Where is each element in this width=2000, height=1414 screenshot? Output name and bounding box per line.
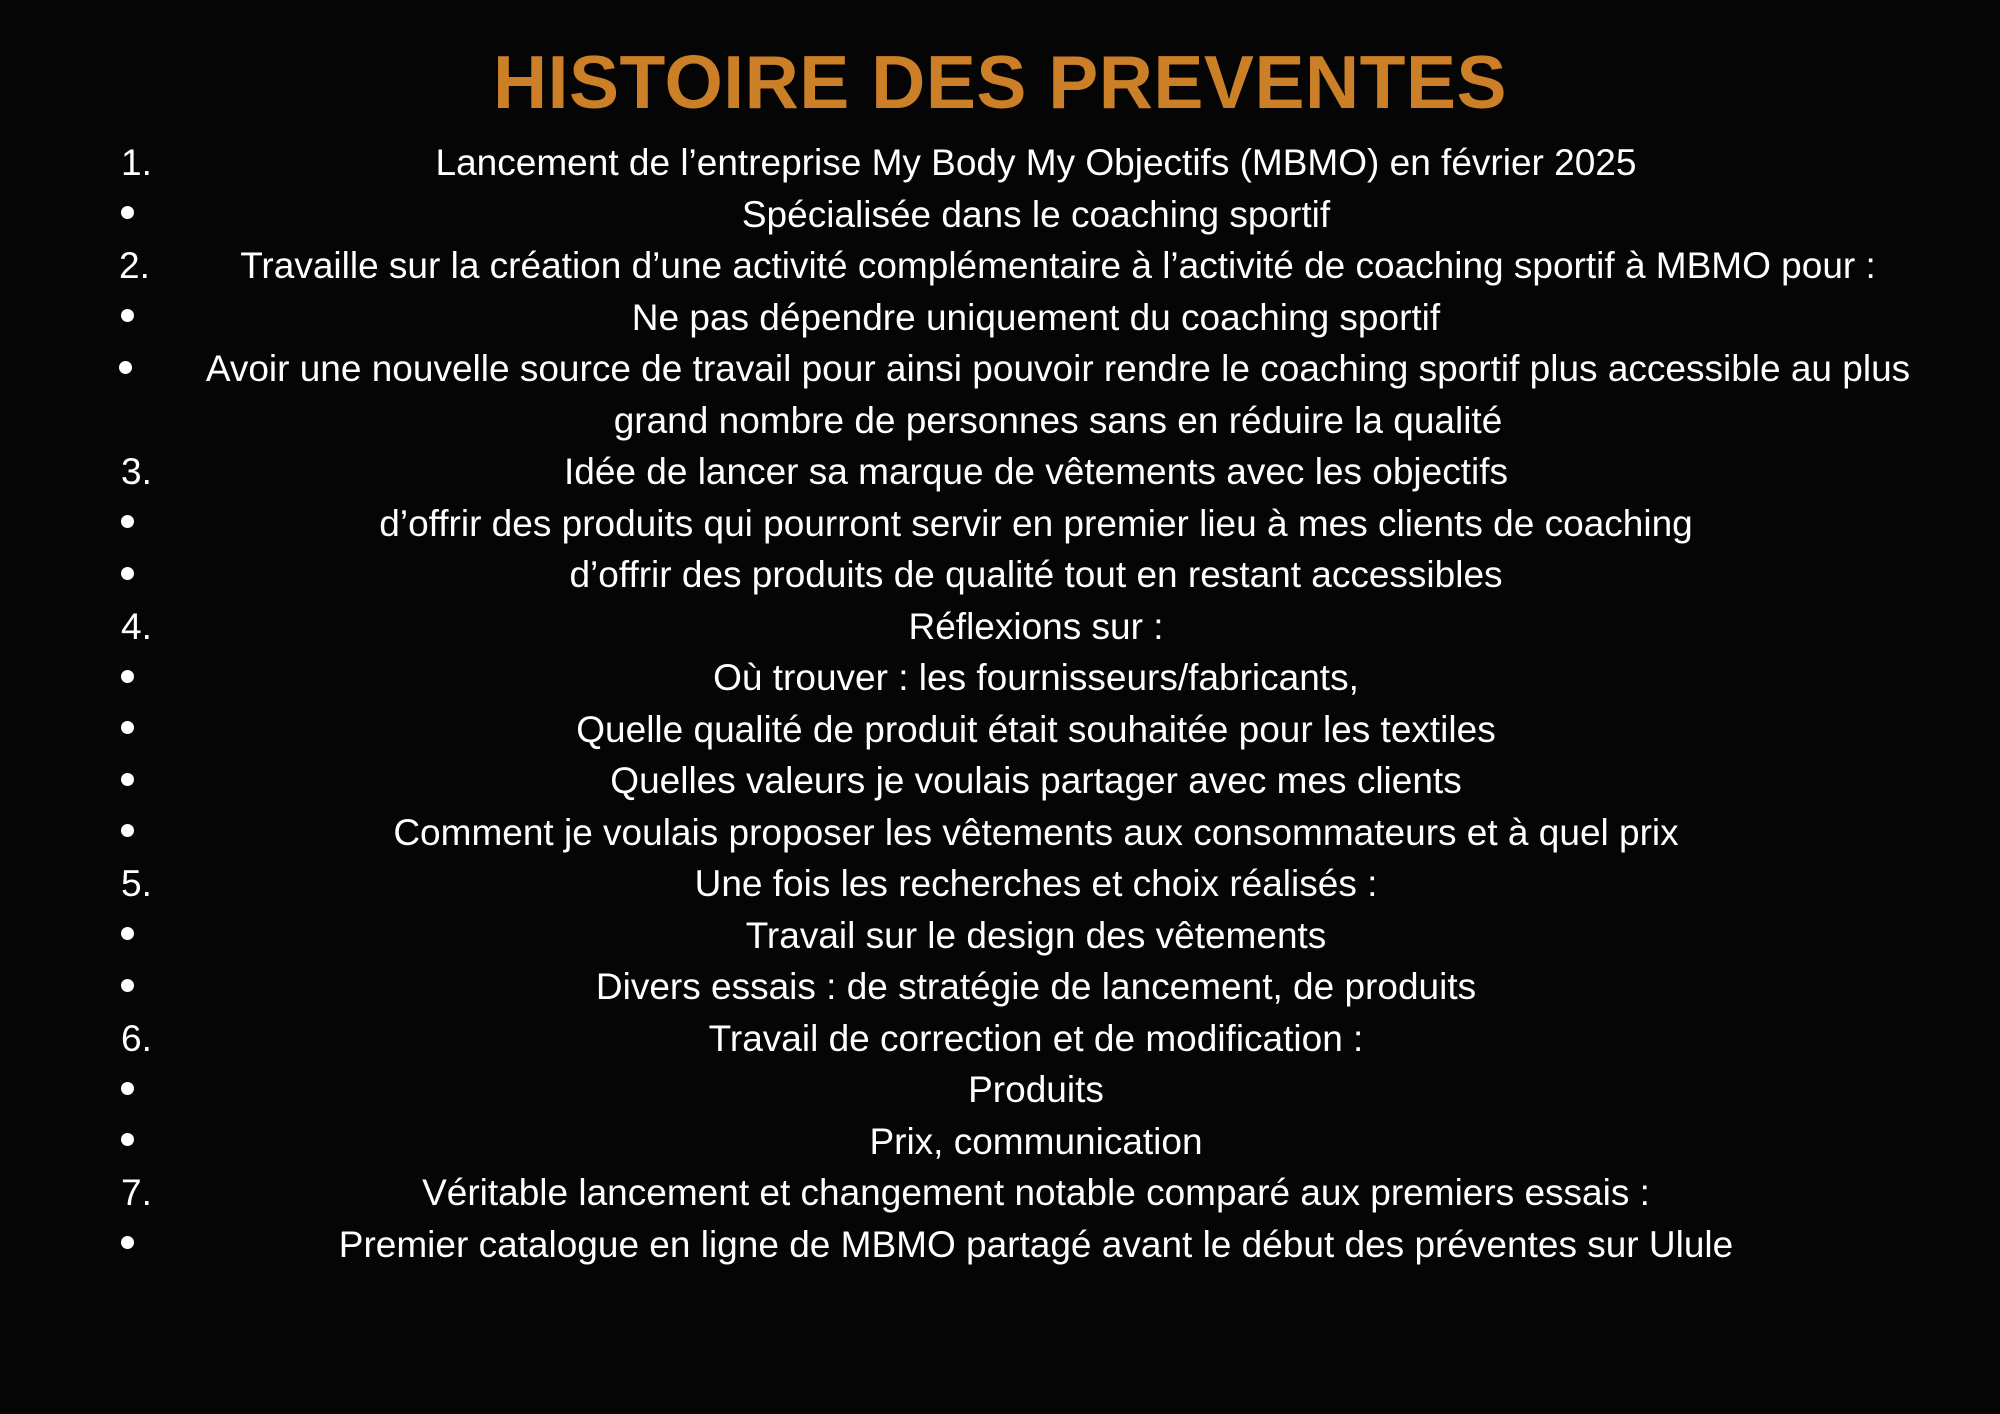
bullet-icon [45, 343, 161, 395]
bullet-icon [45, 807, 193, 859]
list-item [45, 549, 1955, 601]
list-item [45, 1116, 1955, 1168]
list-item [45, 1219, 1955, 1271]
bullet-icon [45, 549, 193, 601]
list-number: 3. [121, 451, 152, 492]
list-number: 4. [121, 605, 152, 647]
list-number: 7. [121, 1172, 152, 1213]
bullet-icon [45, 498, 193, 550]
list-item-text: Quelles valeurs je voulais partager avec mes clients [610, 760, 1462, 801]
bullet-icon [45, 1219, 193, 1271]
list-item-text: Produits [968, 1069, 1104, 1110]
list-item [45, 343, 1955, 446]
list-item [45, 240, 1955, 292]
list-number: 2. [119, 245, 150, 286]
list-item [45, 961, 1955, 1013]
list-item-text: Divers essais : de stratégie de lancement, de produits [595, 966, 1477, 1007]
list-item [45, 1064, 1955, 1116]
bullet-icon [45, 1064, 193, 1116]
list-item-text: Réflexions sur : [908, 605, 1164, 647]
list-item [45, 137, 1955, 189]
list-item-text: Travail sur le design des vêtements [745, 914, 1327, 956]
list-item-text: Comment je voulais proposer les vêtements aux consommateurs et à quel prix [393, 811, 1679, 853]
list-item-text: Travail de correction et de modification : [708, 1017, 1364, 1059]
list-item-text: Véritable lancement et changement notable comparé aux premiers essais : [422, 1172, 1650, 1213]
list-item-text: Lancement de l’entreprise My Body My Objectifs (MBMO) en février 2025 [435, 142, 1637, 183]
content-list [0, 123, 2000, 1270]
list-item [45, 1013, 1955, 1065]
bullet-icon [45, 961, 193, 1013]
page-title: HISTOIRE DES PREVENTES [492, 40, 1507, 124]
bullet-icon [45, 755, 193, 807]
list-item [45, 1167, 1955, 1219]
list-item [45, 858, 1955, 910]
list-item [45, 652, 1955, 704]
list-item [45, 498, 1955, 550]
list-item [45, 189, 1955, 241]
list-item [45, 292, 1955, 344]
list-item [45, 446, 1955, 498]
list-number: 5. [121, 863, 152, 904]
list-item-text: Spécialisée dans le coaching sportif [741, 193, 1331, 235]
list-item-text: d’offrir des produits de qualité tout en restant accessibles [569, 554, 1503, 595]
list-item [45, 755, 1955, 807]
list-item-text: d’offrir des produits qui pourront servir en premier lieu à mes clients de coaching [379, 502, 1693, 544]
list-item-text: Ne pas dépendre uniquement du coaching sportif [631, 296, 1441, 338]
list-item-text: Prix, communication [869, 1120, 1203, 1162]
bullet-icon [45, 292, 193, 344]
list-item [45, 910, 1955, 962]
list-item-text: Avoir une nouvelle source de travail pour ainsi pouvoir rendre le coaching sportif plus accessible au plus grand nombre de personnes sans en réduire la qualité [205, 348, 1921, 441]
list-item-text: Premier catalogue en ligne de MBMO partagé avant le début des préventes sur Ulule [338, 1223, 1734, 1265]
bullet-icon [45, 652, 193, 704]
list-item [45, 807, 1955, 859]
list-item-text: Idée de lancer sa marque de vêtements avec les objectifs [563, 451, 1509, 492]
bullet-icon [45, 704, 193, 756]
list-item-text: Où trouver : les fournisseurs/fabricants, [713, 657, 1359, 698]
list-item-text: Quelle qualité de produit était souhaitée pour les textiles [576, 708, 1496, 750]
list-item [45, 704, 1955, 756]
bullet-icon [45, 1116, 193, 1168]
list-number: 1. [121, 142, 152, 183]
list-item [45, 601, 1955, 653]
bullet-icon [45, 910, 193, 962]
list-item-text: Une fois les recherches et choix réalisés : [694, 863, 1378, 904]
list-item-text: Travaille sur la création d’une activité complémentaire à l’activité de coaching sportif à MBMO pour : [240, 245, 1876, 286]
bullet-icon [45, 189, 193, 241]
list-number: 6. [121, 1017, 152, 1059]
